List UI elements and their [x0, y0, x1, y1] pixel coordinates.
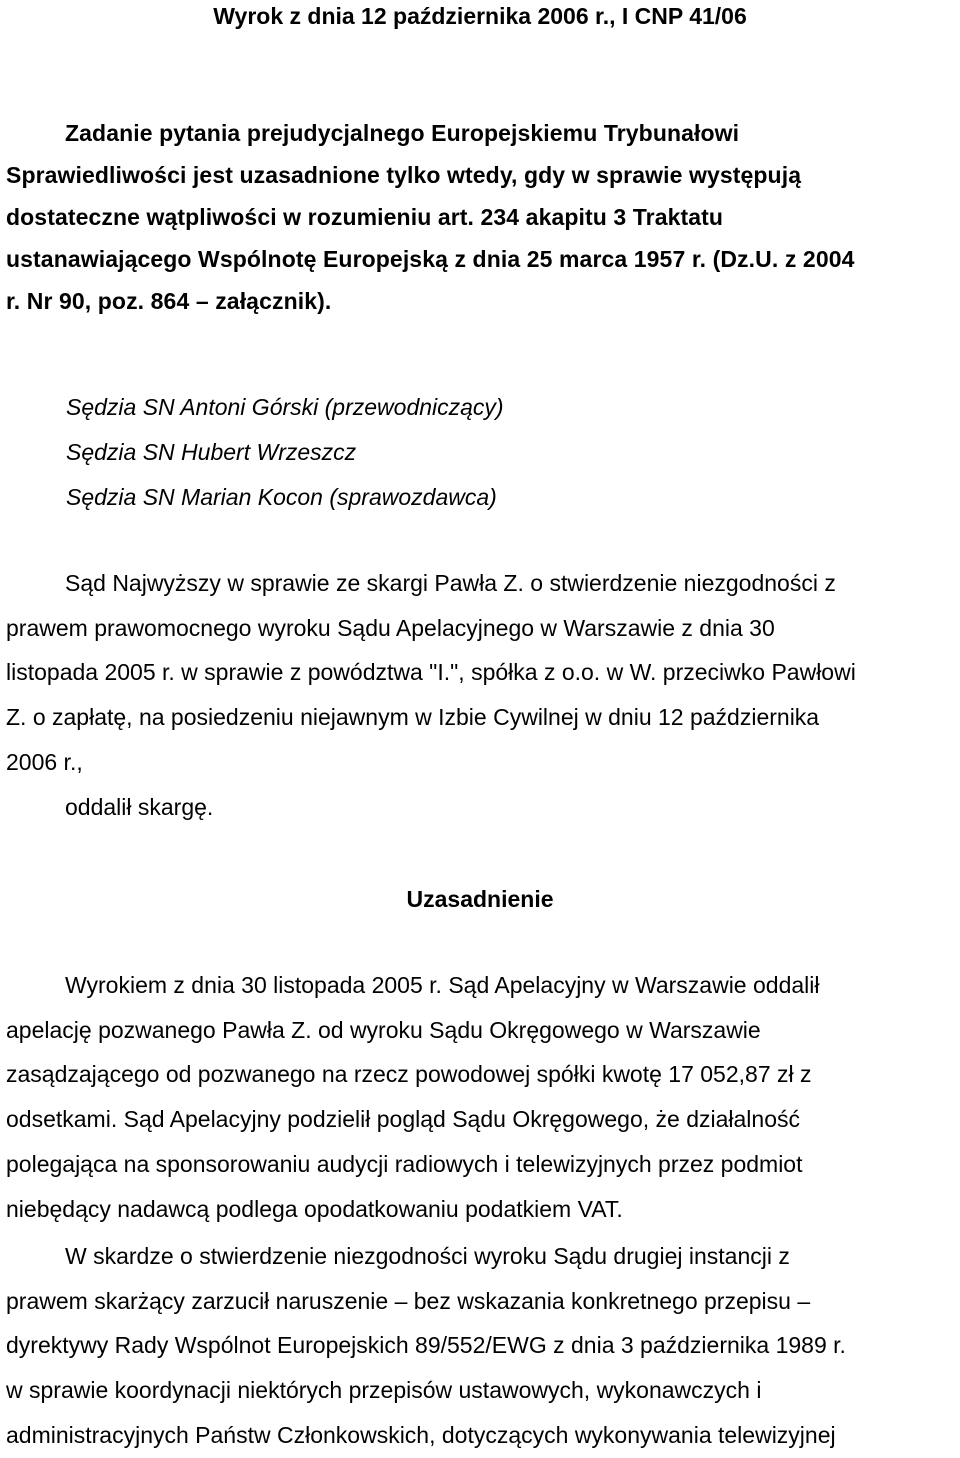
complaint-line: W skardze o stwierdzenie niezgodności wyroku Sądu drugiej instancji z: [65, 1243, 790, 1269]
complaint-paragraph: [6, 1234, 960, 1458]
complaint-line: dyrektywy Rady Wspólnot Europejskich 89/552/EWG z dnia 3 października 1989 r.: [6, 1332, 846, 1359]
thesis-line: dostateczne wątpliwości w rozumieniu art. 234 akapitu 3 Traktatu: [6, 204, 724, 230]
reasons-line: zasądzającego od pozwanego na rzecz powodowej spółki kwotę 17 052,87 zł z: [6, 1061, 812, 1088]
judges-panel: [66, 385, 504, 520]
reasons-line: Wyrokiem z dnia 30 listopada 2005 r. Sąd Apelacyjny w Warszawie oddalił: [65, 972, 820, 998]
thesis-line: Zadanie pytania prejudycjalnego Europejskiemu Trybunałowi: [65, 120, 740, 146]
reasons-line: polegająca na sponsorowaniu audycji radiowych i telewizyjnych przez podmiot: [6, 1150, 803, 1177]
reasons-line: apelację pozwanego Pawła Z. od wyroku Sądu Okręgowego w Warszawie: [6, 1016, 761, 1043]
judge-line: Sędzia SN Antoni Górski (przewodniczący): [66, 394, 504, 420]
complaint-line: w sprawie koordynacji niektórych przepisów ustawowych, wykonawczych i: [6, 1377, 762, 1404]
ruling-line: Sąd Najwyższy w sprawie ze skargi Pawła Z. o stwierdzenie niezgodności z: [65, 570, 836, 596]
reasons-line: odsetkami. Sąd Apelacyjny podzielił pogląd Sądu Okręgowego, że działalność: [6, 1106, 800, 1133]
ruling-line: prawem prawomocnego wyroku Sądu Apelacyjnego w Warszawie z dnia 30: [6, 614, 775, 641]
reasons-line: niebędący nadawcą podlega opodatkowaniu podatkiem VAT.: [6, 1195, 623, 1222]
ruling-verdict: oddalił skargę.: [65, 793, 214, 820]
reasons-heading: Uzasadnienie: [406, 886, 554, 912]
ruling-line: 2006 r.,: [6, 748, 83, 775]
thesis-block: [6, 112, 956, 322]
reasons-paragraph: [6, 963, 960, 1231]
ruling-line: listopada 2005 r. w sprawie z powództwa "I.", spółka z o.o. w W. przeciwko Pawłowi: [6, 659, 856, 686]
judge-line: Sędzia SN Marian Kocon (sprawozdawca): [66, 484, 497, 510]
complaint-line: prawem skarżący zarzucił naruszenie – bez wskazania konkretnego przepisu –: [6, 1287, 811, 1314]
thesis-line: Sprawiedliwości jest uzasadnione tylko wtedy, gdy w sprawie występują: [6, 162, 802, 188]
complaint-line: administracyjnych Państw Członkowskich, dotyczących wykonywania telewizyjnej: [6, 1421, 836, 1448]
thesis-line: r. Nr 90, poz. 864 – załącznik).: [6, 288, 332, 314]
document-title: Wyrok z dnia 12 października 2006 r., I CNP 41/06: [213, 3, 747, 29]
judge-line: Sędzia SN Hubert Wrzeszcz: [66, 439, 357, 465]
thesis-line: ustanawiającego Wspólnotę Europejską z dnia 25 marca 1957 r. (Dz.U. z 2004: [6, 246, 855, 272]
ruling-block: [6, 561, 960, 829]
ruling-line: Z. o zapłatę, na posiedzeniu niejawnym w Izbie Cywilnej w dniu 12 października: [6, 704, 820, 731]
